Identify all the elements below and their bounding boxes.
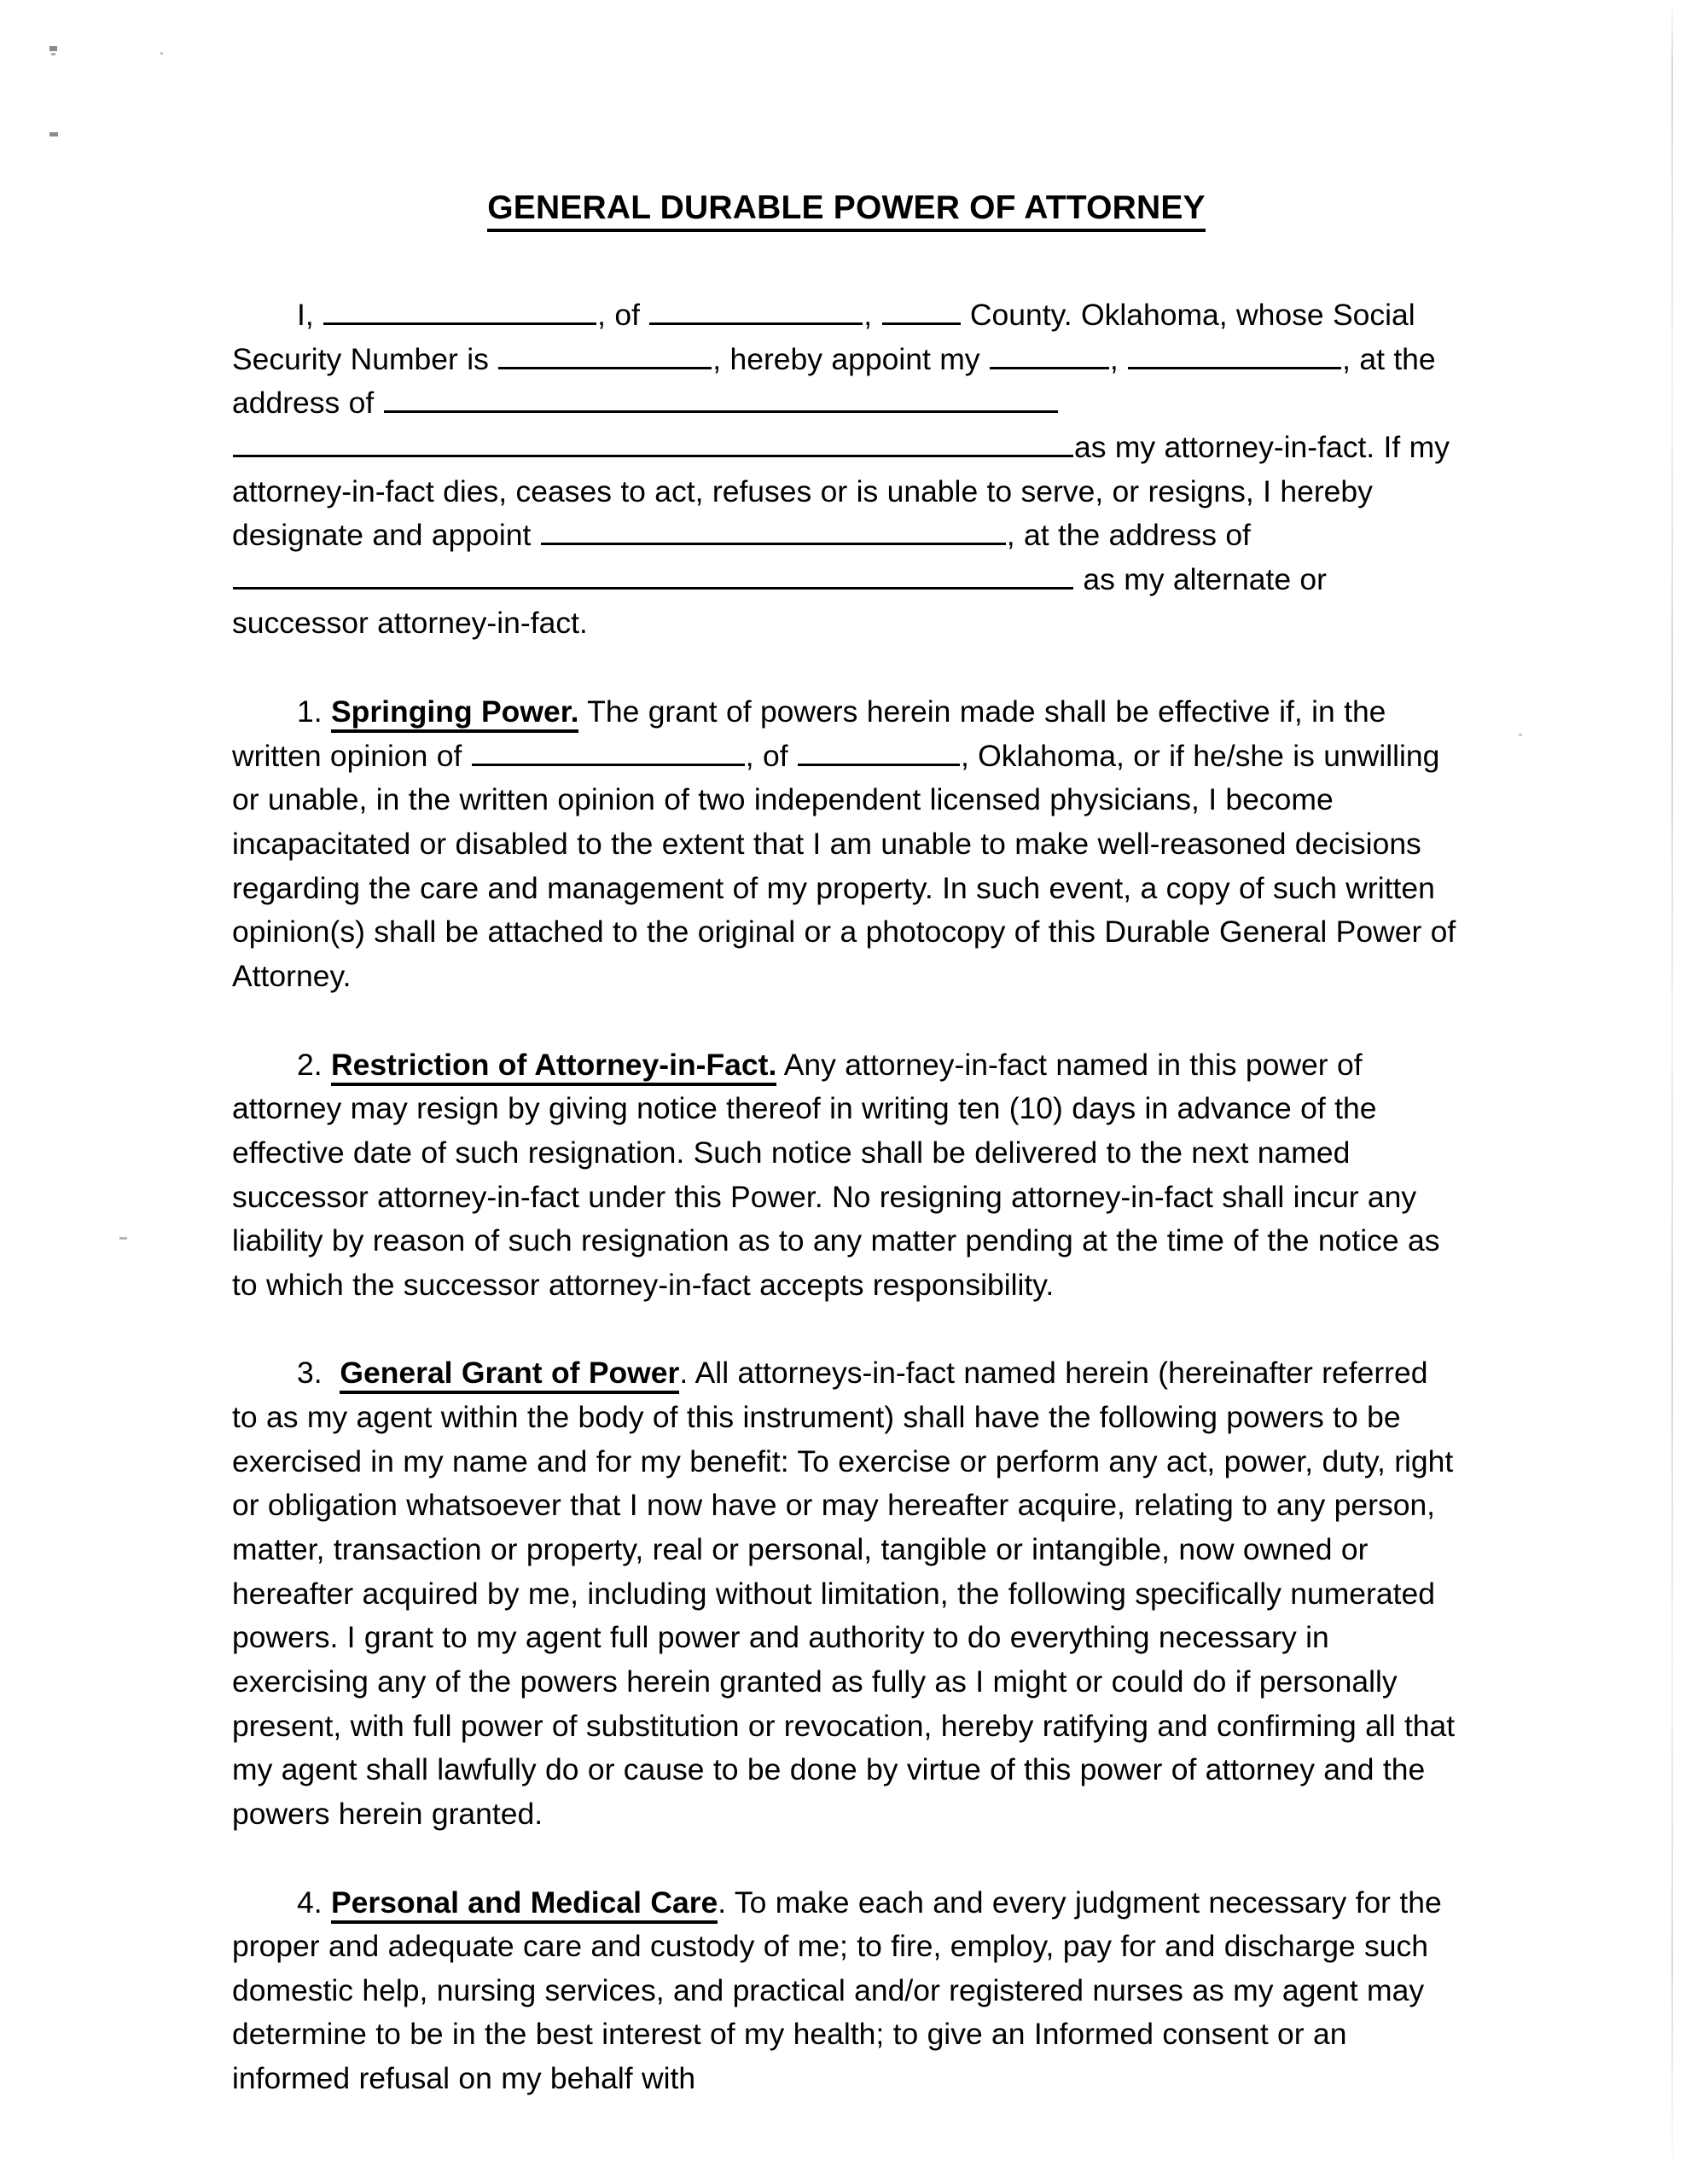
scan-speck-artifact xyxy=(1519,734,1522,736)
page-title-text: GENERAL DURABLE POWER OF ATTORNEY xyxy=(487,189,1206,232)
opening-text-10: as my alternate or successor attorney-in-fact. xyxy=(232,561,1327,641)
opening-text-5: , hereby appoint my xyxy=(712,341,989,376)
section-1-body-3: , Oklahoma, or if he/she is unwilling or unable, in the written opinion of two independent licensed physicians, I become incapacitated or disabled to the extent that I am unable to make well-reasoned decisions regarding the care and management of my property. In such event, a copy of such written opinion(s) shall be attached to the original or a photocopy of this Durable General Power of Attorney. xyxy=(232,738,1456,993)
blank-county[interactable] xyxy=(882,294,961,325)
section-2-restriction-of-attorney-in-fact xyxy=(232,1043,1461,1308)
blank-physician-city[interactable] xyxy=(798,735,960,766)
section-1-body-1: The grant of powers herein made shall be effective if, in the written opinion of xyxy=(232,694,1386,773)
section-1-heading: Springing Power. xyxy=(331,694,578,733)
scan-streak-artifact xyxy=(1671,0,1673,2184)
section-2-heading: Restriction of Attorney-in-Fact. xyxy=(331,1048,776,1086)
section-1-number: 1. xyxy=(297,694,323,729)
opening-text-9: , at the address of xyxy=(1006,518,1251,553)
opening-text-1: I, xyxy=(297,298,323,332)
blank-successor-name[interactable] xyxy=(541,515,1006,546)
opening-text-7: , at the address of xyxy=(232,341,1436,421)
opening-text-2: , of xyxy=(597,298,649,332)
opening-text-8: as my attorney-in-fact. If my attorney-in-fact dies, ceases to act, refuses or is unable to serve, or resigns, I hereby designate and appoint xyxy=(232,429,1450,553)
page-title xyxy=(232,0,1461,227)
section-4-personal-and-medical-care xyxy=(232,1881,1461,2101)
blank-social-security-number[interactable] xyxy=(498,339,712,369)
blank-successor-address[interactable] xyxy=(233,559,1073,590)
section-3-general-grant-of-power xyxy=(232,1351,1461,1836)
scan-speck-artifact xyxy=(49,46,57,51)
section-3-heading: General Grant of Power xyxy=(340,1356,679,1394)
scan-speck-artifact xyxy=(51,53,55,55)
blank-principal-city[interactable] xyxy=(649,294,863,325)
opening-text-6: , xyxy=(1109,341,1128,376)
document-body xyxy=(232,0,1461,2101)
section-4-number: 4. xyxy=(297,1885,323,1920)
section-3-number: 3. xyxy=(297,1356,323,1391)
scan-speck-artifact xyxy=(49,132,58,136)
opening-text-4: County. Oklahoma, whose Social Security Number is xyxy=(232,298,1415,376)
blank-relationship[interactable] xyxy=(990,339,1109,369)
opening-paragraph xyxy=(232,293,1461,646)
blank-attorney-address-line2[interactable] xyxy=(233,427,1073,457)
section-1-body-2: , of xyxy=(745,738,797,773)
scan-speck-artifact xyxy=(119,1237,127,1240)
scan-speck-artifact xyxy=(160,52,163,55)
section-4-heading: Personal and Medical Care xyxy=(331,1885,718,1924)
section-1-springing-power xyxy=(232,690,1461,998)
blank-attorney-address-line1[interactable] xyxy=(384,383,1058,414)
blank-physician-name[interactable] xyxy=(472,735,745,766)
blank-principal-name[interactable] xyxy=(323,294,596,325)
section-2-number: 2. xyxy=(297,1047,323,1082)
section-4-body: . To make each and every judgment necessary for the proper and adequate care and custody of me; to fire, employ, pay for and discharge such domestic help, nursing services, and practical and/or registered nurses as my agent may determine to be in the best interest of my health; to give an Informed consent or an informed refusal on my behalf with xyxy=(232,1885,1442,2096)
section-2-body: Any attorney-in-fact named in this power of attorney may resign by giving notice thereof in writing ten (10) days in advance of the effective date of such resignation. Such notice shall be delivered to the next named successor attorney-in-fact under this Power. No resigning attorney-in-fact shall incur any liability by reason of such resignation as to any matter pending at the time of the notice as to which the successor attorney-in-fact accepts responsibility. xyxy=(232,1047,1440,1302)
blank-attorney-name[interactable] xyxy=(1128,339,1341,369)
section-3-body: . All attorneys-in-fact named herein (hereinafter referred to as my agent within the body of this instrument) shall have the following powers to be exercised in my name and for my benefit: To exercise or perform any act, power, duty, right or obligation whatsoever that I now have or may hereafter acquire, relating to any person, matter, transaction or property, real or personal, tangible or intangible, now owned or hereafter acquired by me, including without limitation, the following specifically numerated powers. I grant to my agent full power and authority to do everything necessary in exercising any of the powers herein granted as fully as I might or could do if personally present, with full power of substitution or revocation, hereby ratifying and confirming all that my agent shall lawfully do or cause to be done by virtue of this power of attorney and the powers herein granted. xyxy=(232,1356,1456,1831)
opening-text-3: , xyxy=(863,298,881,332)
